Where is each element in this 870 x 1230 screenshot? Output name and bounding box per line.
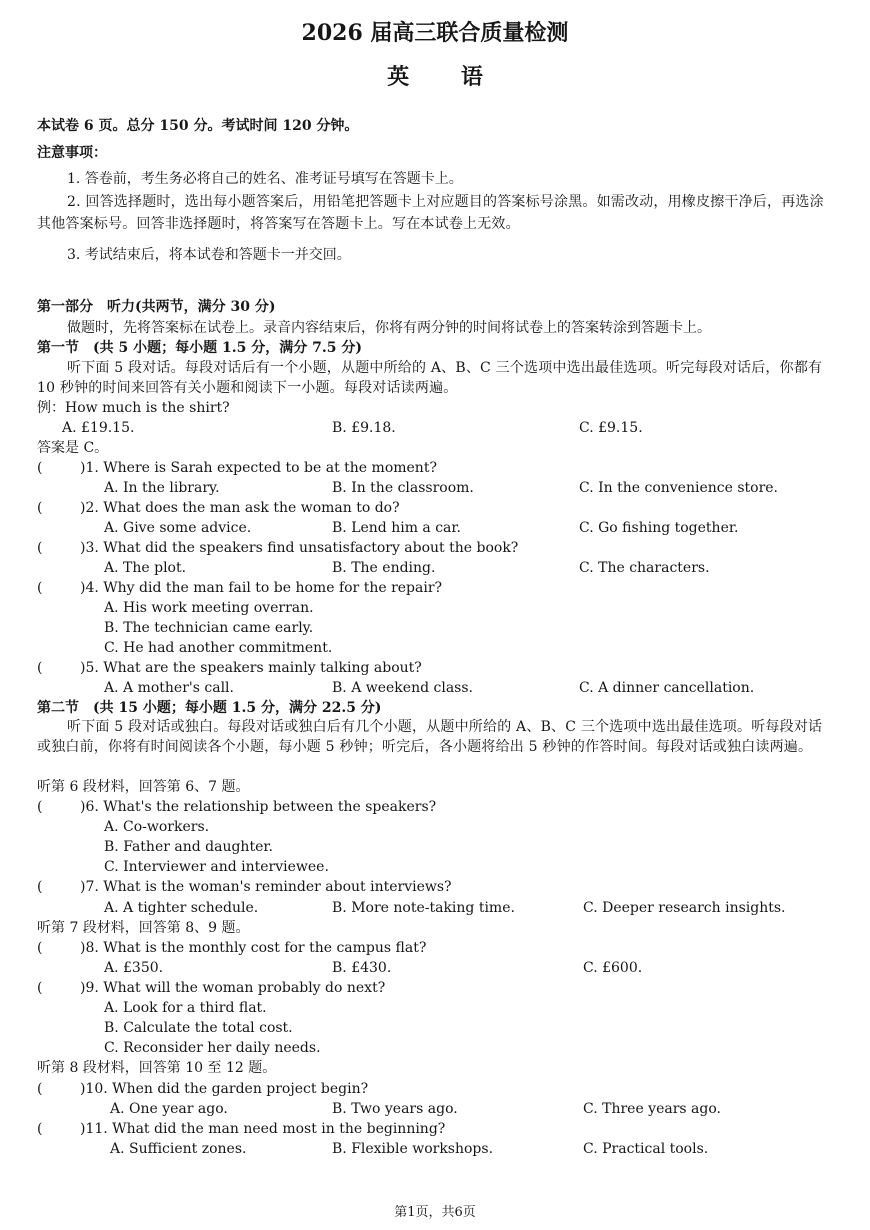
answer-paren: (	[37, 1081, 43, 1097]
question-5-option-a: A. A mother's call.	[104, 680, 234, 696]
question-5-option-b: B. A weekend class.	[332, 680, 473, 696]
material-6-note: 听第 6 段材料，回答第 6、7 题。	[37, 779, 250, 795]
example-answer: 答案是 C。	[37, 440, 109, 456]
material-7-note: 听第 7 段材料，回答第 8、9 题。	[37, 920, 250, 936]
question-10-option-c: C. Three years ago.	[583, 1101, 721, 1117]
section2-heading: 第二节 (共 15 小题；每小题 1.5 分，满分 22.5 分)	[37, 700, 382, 716]
question-10-option-b: B. Two years ago.	[332, 1101, 458, 1117]
question-4-stem: )4. Why did the man fail to be home for the repair?	[80, 580, 443, 596]
exam-title: 2026 届高三联合质量检测	[301, 20, 569, 46]
example-option-a: A. £19.15.	[62, 420, 135, 436]
question-7-option-c: C. Deeper research insights.	[583, 900, 786, 916]
answer-paren: (	[37, 580, 43, 596]
answer-paren: (	[37, 799, 43, 815]
question-2-option-a: A. Give some advice.	[104, 520, 252, 536]
question-6-stem: )6. What's the relationship between the speakers?	[80, 799, 437, 815]
question-7-option-a: A. A tighter schedule.	[104, 900, 259, 916]
question-8-option-a: A. £350.	[104, 960, 164, 976]
question-10-option-a: A. One year ago.	[110, 1101, 228, 1117]
section1-instruction: 听下面 5 段对话。每段对话后有一个小题，从题中所给的 A、B、C 三个选项中选出最佳选项。听完每段对话后，你都有 10 秒钟的时间来回答有关小题和阅读下一小题。每段对话读两遍。	[37, 360, 823, 396]
material-8-note: 听第 8 段材料，回答第 10 至 12 题。	[37, 1060, 277, 1076]
example-option-b: B. £9.18.	[332, 420, 396, 436]
question-11-option-c: C. Practical tools.	[583, 1141, 709, 1157]
note-item-3: 3. 考试结束后，将本试卷和答题卡一并交回。	[67, 247, 351, 263]
question-7-option-b: B. More note-taking time.	[332, 900, 515, 916]
example-question: 例：How much is the shirt?	[37, 400, 230, 416]
answer-paren: (	[37, 660, 43, 676]
note-item-2: 2. 回答选择题时，选出每小题答案后，用铅笔把答题卡上对应题目的答案标号涂黑。如需改动，用橡皮擦干净后，再选涂其他答案标号。回答非选择题时，将答案写在答题卡上。写在本试卷上无效。	[37, 194, 824, 232]
question-10-stem: )10. When did the garden project begin?	[80, 1081, 369, 1097]
question-6-option-a: A. Co-workers.	[104, 819, 210, 835]
part1-instruction: 做题时，先将答案标在试卷上。录音内容结束后，你将有两分钟的时间将试卷上的答案转涂到答题卡上。	[67, 320, 711, 336]
question-5-stem: )5. What are the speakers mainly talking about?	[80, 660, 422, 676]
answer-paren: (	[37, 540, 43, 556]
question-2-option-b: B. Lend him a car.	[332, 520, 462, 536]
page-number: 第1页，共6页	[394, 1205, 476, 1220]
question-3-stem: )3. What did the speakers find unsatisfactory about the book?	[80, 540, 519, 556]
question-4-option-b: B. The technician came early.	[104, 620, 314, 636]
question-3-option-a: A. The plot.	[104, 560, 187, 576]
notes-heading: 注意事项：	[37, 145, 107, 161]
question-6-option-b: B. Father and daughter.	[104, 839, 273, 855]
question-11-option-a: A. Sufficient zones.	[110, 1141, 247, 1157]
question-9-option-b: B. Calculate the total cost.	[104, 1020, 293, 1036]
question-1-stem: )1. Where is Sarah expected to be at the moment?	[80, 460, 437, 476]
question-1-option-c: C. In the convenience store.	[579, 480, 779, 496]
question-9-option-c: C. Reconsider her daily needs.	[104, 1040, 321, 1056]
question-4-option-c: C. He had another commitment.	[104, 640, 333, 656]
answer-paren: (	[37, 1121, 43, 1137]
example-option-c: C. £9.15.	[579, 420, 643, 436]
answer-paren: (	[37, 879, 43, 895]
question-5-option-c: C. A dinner cancellation.	[579, 680, 755, 696]
question-2-stem: )2. What does the man ask the woman to do?	[80, 500, 400, 516]
subject-title: 英 语	[387, 64, 505, 90]
part1-heading: 第一部分 听力(共两节，满分 30 分)	[37, 299, 276, 315]
question-8-option-b: B. £430.	[332, 960, 392, 976]
exam-info: 本试卷 6 页。总分 150 分。考试时间 120 分钟。	[37, 118, 359, 134]
answer-paren: (	[37, 500, 43, 516]
question-1-option-b: B. In the classroom.	[332, 480, 474, 496]
question-1-option-a: A. In the library.	[104, 480, 220, 496]
note-item-1: 1. 答卷前，考生务必将自己的姓名、准考证号填写在答题卡上。	[67, 171, 463, 187]
question-6-option-c: C. Interviewer and interviewee.	[104, 859, 329, 875]
answer-paren: (	[37, 940, 43, 956]
question-9-option-a: A. Look for a third flat.	[104, 1000, 267, 1016]
question-8-option-c: C. £600.	[583, 960, 643, 976]
question-11-stem: )11. What did the man need most in the beginning?	[80, 1121, 446, 1137]
section2-instruction: 听下面 5 段对话或独白。每段对话或独白后有几个小题，从题中所给的 A、B、C 三个选项中选出最佳选项。听每段对话或独白前，你将有时间阅读各个小题，每小题 5 秒钟；听完后，各小题将给出 5 秒钟的作答时间。每段对话或独白读两遍。	[37, 719, 823, 755]
question-9-stem: )9. What will the woman probably do next?	[80, 980, 386, 996]
section1-heading: 第一节 (共 5 小题；每小题 1.5 分，满分 7.5 分)	[37, 340, 362, 356]
answer-paren: (	[37, 980, 43, 996]
question-8-stem: )8. What is the monthly cost for the campus flat?	[80, 940, 427, 956]
question-3-option-b: B. The ending.	[332, 560, 436, 576]
question-3-option-c: C. The characters.	[579, 560, 710, 576]
question-11-option-b: B. Flexible workshops.	[332, 1141, 494, 1157]
question-2-option-c: C. Go fishing together.	[579, 520, 739, 536]
question-7-stem: )7. What is the woman's reminder about interviews?	[80, 879, 452, 895]
answer-paren: (	[37, 460, 43, 476]
question-4-option-a: A. His work meeting overran.	[104, 600, 314, 616]
